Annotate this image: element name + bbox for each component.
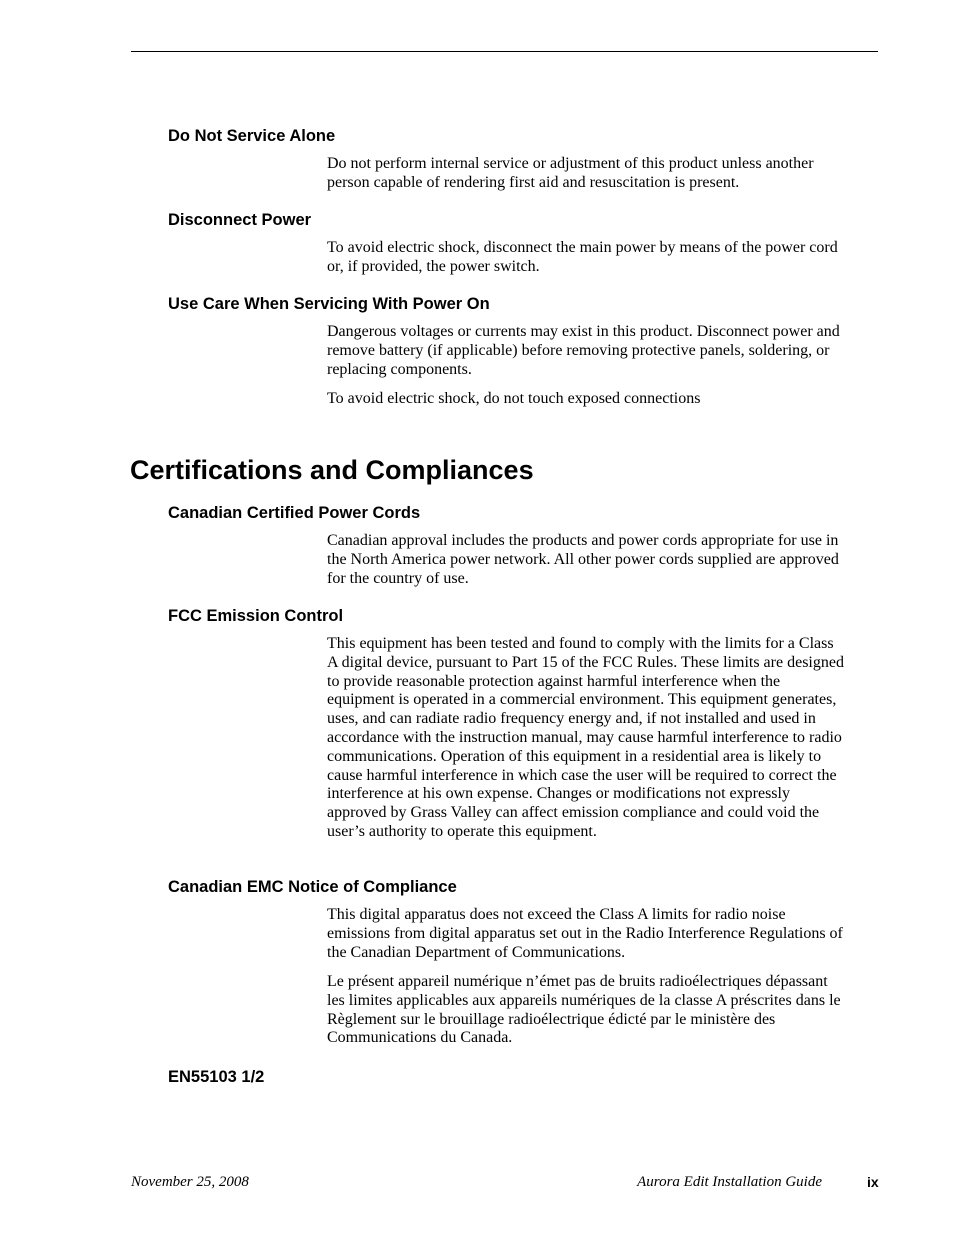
paragraph-fcc-emission-control: This equipment has been tested and found to comply with the limits for a Class A digital device, pursuant to Part 15 of the FCC Rules. These limits are designed to provide reasonable protection against harmful interference when the equipment is operated in a commercial environment. This equipment generates, uses, and can radiate radio frequency energy and, if not installed and used in accordance with the instruction manual, may cause harmful interference to radio communications. Operation of this equipment in a residential area is likely to cause harmful interference in which case the user will be required to correct the interference at his own expense. Changes or modifications not expressly approved by Grass Valley can affect emission compliance and could void the user’s authority to operate this equipment. xyxy=(327,635,844,840)
heading-disconnect-power: Disconnect Power xyxy=(168,211,312,229)
heading-fcc-emission-control: FCC Emission Control xyxy=(168,607,344,625)
section-title-certifications: Certifications and Compliances xyxy=(130,455,534,485)
paragraph-use-care-power-on-2: To avoid electric shock, do not touch exposed connections xyxy=(327,390,701,407)
paragraph-use-care-power-on-1: Dangerous voltages or currents may exist in this product. Disconnect power and remove battery (if applicable) before removing protective panels, soldering, or replacing components. xyxy=(327,323,840,378)
footer-page-number: ix xyxy=(867,1174,879,1190)
heading-use-care-power-on: Use Care When Servicing With Power On xyxy=(168,295,490,313)
paragraph-canadian-emc-french: Le présent appareil numérique n’émet pas de bruits radioélectriques dépassant les limites applicables aux appareils numériques de la classe A préscrites dans le Règlement sur le brouillage radioélectrique édicté par le ministère des Communications du Canada. xyxy=(327,973,841,1047)
heading-canadian-emc-notice: Canadian EMC Notice of Compliance xyxy=(168,878,457,896)
paragraph-canadian-power-cords: Canadian approval includes the products and power cords appropriate for use in the North America power network. All other power cords supplied are approved for the country of use. xyxy=(327,532,839,587)
paragraph-canadian-emc-english: This digital apparatus does not exceed the Class A limits for radio noise emissions from digital apparatus set out in the Radio Interference Regulations of the Canadian Department of Communications. xyxy=(327,906,843,961)
footer-doc-title: Aurora Edit Installation Guide xyxy=(637,1174,822,1190)
footer-date: November 25, 2008 xyxy=(131,1174,249,1190)
heading-canadian-power-cords: Canadian Certified Power Cords xyxy=(168,504,421,522)
header-rule xyxy=(131,51,878,52)
heading-en55103: EN55103 1/2 xyxy=(168,1068,265,1086)
heading-do-not-service-alone: Do Not Service Alone xyxy=(168,127,336,145)
paragraph-do-not-service-alone: Do not perform internal service or adjustment of this product unless another person capable of rendering first aid and resuscitation is present. xyxy=(327,155,814,191)
paragraph-disconnect-power: To avoid electric shock, disconnect the main power by means of the power cord or, if provided, the power switch. xyxy=(327,239,838,275)
